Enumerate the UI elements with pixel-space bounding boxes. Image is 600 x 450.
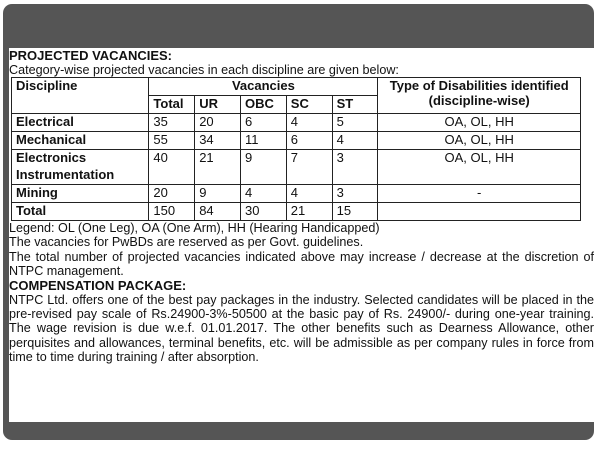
discipline-cell: Electronics xyxy=(12,150,149,168)
disability-type-cell xyxy=(378,203,581,221)
header-disability-type: Type of Disabilities identified (discipline-wise) xyxy=(378,78,581,114)
value-cell: 3 xyxy=(332,185,378,203)
disability-type-cell: - xyxy=(378,185,581,203)
value-cell: 3 xyxy=(332,150,378,185)
disability-type-cell: OA, OL, HH xyxy=(378,150,581,185)
compensation-text: NTPC Ltd. offers one of the best pay packages in the industry. Selected candidates will be placed in the pre-revised pay scale of Rs.24900-3%-50500 at the basic pay of Rs. 24900/- during one-year training. The wage revision is due w.e.f. 01.01.2017. The other benefits such as Dearness Allowance, other perquisites and allowances, terminal benefits, etc. will be admissible as per company rules in force from time to time during training / after absorption. xyxy=(9,293,594,364)
value-cell: 9 xyxy=(195,185,241,203)
value-cell: 4 xyxy=(241,185,287,203)
value-cell: 4 xyxy=(286,114,332,132)
value-cell: 150 xyxy=(149,203,195,221)
value-cell: 11 xyxy=(241,132,287,150)
value-cell: 21 xyxy=(286,203,332,221)
value-cell: 7 xyxy=(286,150,332,185)
table-row xyxy=(12,185,581,203)
discipline-cell: Instrumentation xyxy=(12,167,149,185)
table-row xyxy=(12,114,581,132)
value-cell: 84 xyxy=(195,203,241,221)
value-cell: 4 xyxy=(332,132,378,150)
discipline-cell: Total xyxy=(12,203,149,221)
projected-vacancies-heading: PROJECTED VACANCIES: xyxy=(9,48,173,63)
image-frame xyxy=(3,4,594,440)
value-cell: 35 xyxy=(149,114,195,132)
intro-text: Category-wise projected vacancies in each discipline are given below: xyxy=(9,63,399,77)
value-cell: 5 xyxy=(332,114,378,132)
table-total-row xyxy=(12,203,581,221)
subheader-ur: UR xyxy=(195,96,241,114)
table-row xyxy=(12,132,581,150)
document-page xyxy=(9,48,594,422)
value-cell: 9 xyxy=(241,150,287,185)
value-cell: 20 xyxy=(195,114,241,132)
table-header-row xyxy=(12,78,581,96)
value-cell: 40 xyxy=(149,150,195,185)
value-cell: 20 xyxy=(149,185,195,203)
discipline-cell: Mining xyxy=(12,185,149,203)
vacancy-table xyxy=(11,77,581,221)
value-cell: 55 xyxy=(149,132,195,150)
table-row xyxy=(12,150,581,168)
disability-type-cell: OA, OL, HH xyxy=(378,114,581,132)
subheader-obc: OBC xyxy=(241,96,287,114)
subheader-sc: SC xyxy=(286,96,332,114)
value-cell: 30 xyxy=(241,203,287,221)
subheader-total: Total xyxy=(149,96,195,114)
disability-type-cell: OA, OL, HH xyxy=(378,132,581,150)
discipline-cell: Mechanical xyxy=(12,132,149,150)
vacancy-change-note: The total number of projected vacancies indicated above may increase / decrease at the discretion of NTPC management. xyxy=(9,249,594,278)
subheader-st: ST xyxy=(332,96,378,114)
value-cell: 15 xyxy=(332,203,378,221)
value-cell: 6 xyxy=(286,132,332,150)
value-cell: 6 xyxy=(241,114,287,132)
header-vacancies: Vacancies xyxy=(149,78,378,96)
discipline-cell: Electrical xyxy=(12,114,149,132)
value-cell: 21 xyxy=(195,150,241,185)
compensation-heading: COMPENSATION PACKAGE: xyxy=(9,278,187,294)
value-cell: 4 xyxy=(286,185,332,203)
pwbd-note: The vacancies for PwBDs are reserved as per Govt. guidelines. xyxy=(9,235,364,250)
header-discipline: Discipline xyxy=(12,78,149,114)
legend-text: Legend: OL (One Leg), OA (One Arm), HH (Hearing Handicapped) xyxy=(9,221,380,236)
value-cell: 34 xyxy=(195,132,241,150)
